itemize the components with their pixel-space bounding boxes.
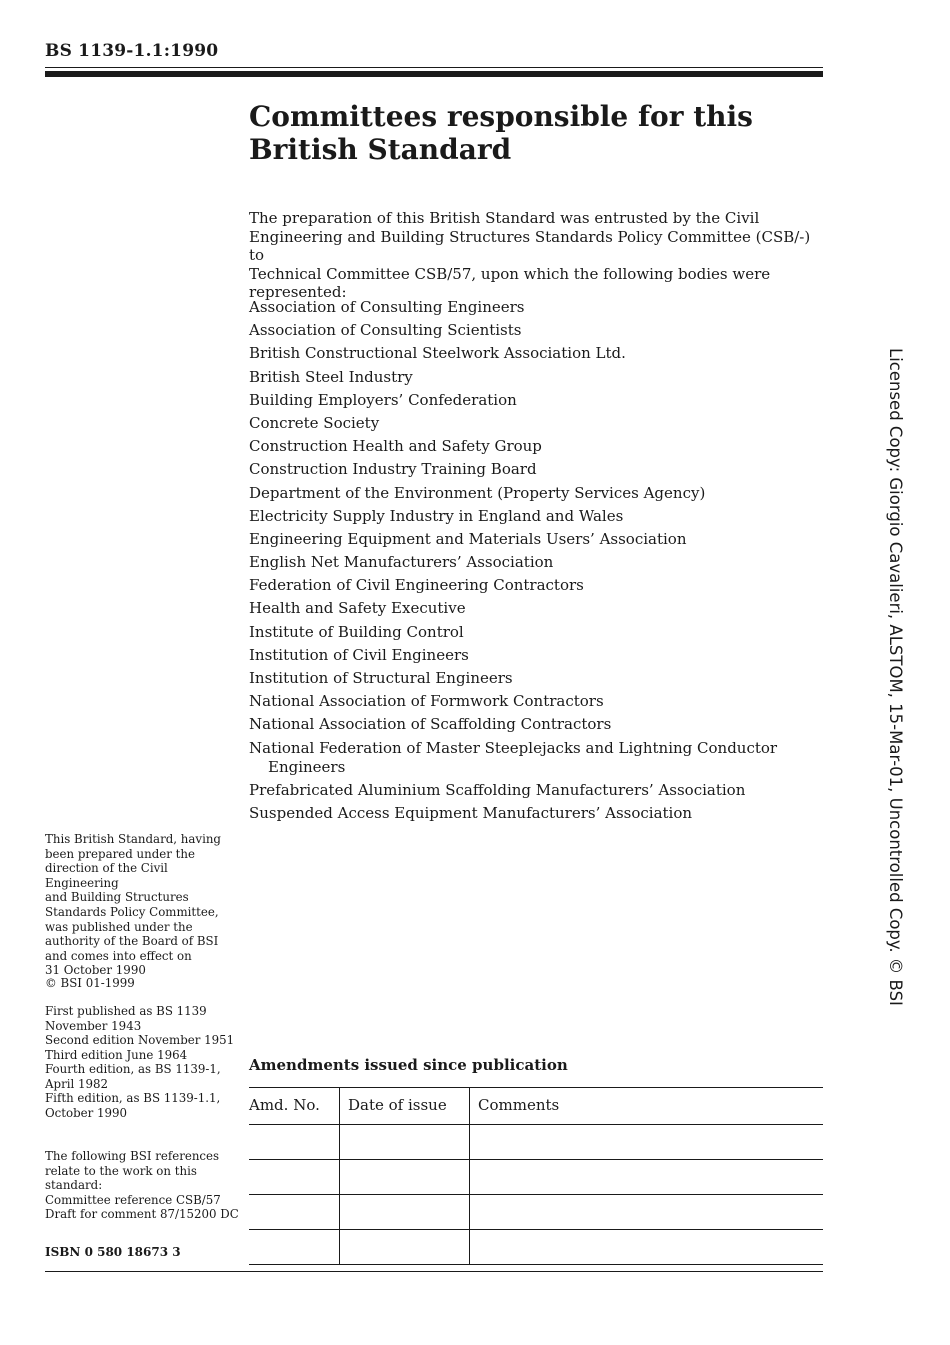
bsi-references-line: relate to the work on this [45, 1163, 197, 1178]
list-item: Construction Industry Training Board [249, 460, 537, 479]
table-cell [340, 1160, 470, 1195]
edition-history [45, 1004, 245, 1120]
list-item: Federation of Civil Engineering Contractors [249, 576, 584, 595]
publication-note-line: direction of the Civil Engineering [45, 861, 168, 890]
list-item: Engineering Equipment and Materials Users’ Association [249, 529, 687, 548]
intro-line: Engineering and Building Structures Standards Policy Committee (CSB/-) to [249, 227, 811, 264]
bsi-references-line: Committee reference CSB/57 [45, 1192, 221, 1207]
list-item: English Net Manufacturers’ Association [249, 553, 554, 572]
list-item: National Association of Formwork Contractors [249, 692, 604, 711]
table-cell [249, 1195, 340, 1230]
list-item: Suspended Access Equipment Manufacturers’ Association [249, 803, 693, 822]
header-rule-thick [45, 71, 823, 77]
table-cell [470, 1125, 824, 1160]
intro-line: represented: [249, 283, 347, 301]
list-item: British Steel Industry [249, 367, 413, 386]
publication-note-line: 31 October 1990 [45, 963, 146, 978]
table-cell [470, 1230, 824, 1265]
bsi-references-line: The following BSI references [45, 1149, 220, 1163]
intro-paragraph [249, 209, 824, 302]
list-item: Association of Consulting Scientists [249, 321, 522, 340]
edition-history-line: Third edition June 1964 [45, 1047, 188, 1062]
list-item: National Association of Scaffolding Contractors [249, 715, 612, 734]
table-row [249, 1125, 823, 1160]
list-item: Electricity Supply Industry in England and Wales [249, 506, 624, 525]
page-title-line-2: British Standard [249, 133, 512, 166]
publication-note-line: was published under the [45, 919, 193, 934]
column-header-amd-no: Amd. No. [249, 1088, 340, 1125]
list-item: Construction Health and Safety Group [249, 437, 542, 456]
list-item: Association of Consulting Engineers [249, 298, 525, 316]
footer-rule [45, 1271, 823, 1272]
edition-history-line: November 1943 [45, 1018, 142, 1033]
table-cell [470, 1195, 824, 1230]
table-row [249, 1160, 823, 1195]
publication-note-line: This British Standard, having [45, 832, 221, 846]
bsi-references-line: standard: [45, 1178, 103, 1192]
table-cell [340, 1230, 470, 1265]
edition-history-line: Fifth edition, as BS 1139-1.1, [45, 1091, 221, 1105]
publication-note [45, 832, 245, 978]
list-item: Concrete Society [249, 413, 380, 432]
amendments-heading: Amendments issued since publication [249, 1056, 568, 1074]
list-item: Health and Safety Executive [249, 599, 466, 618]
table-cell [340, 1195, 470, 1230]
header-rule-thin [45, 67, 823, 68]
license-watermark: Licensed Copy: Giorgio Cavalieri, ALSTOM, 15-Mar-01, Uncontrolled Copy. © BSI [886, 348, 905, 1006]
table-cell [249, 1125, 340, 1160]
column-header-comments: Comments [470, 1088, 824, 1125]
isbn: ISBN 0 580 18673 3 [45, 1245, 181, 1259]
edition-history-line: Second edition November 1951 [45, 1033, 235, 1047]
list-item: Prefabricated Aluminium Scaffolding Manufacturers’ Association [249, 780, 746, 799]
publication-note-line: authority of the Board of BSI [45, 934, 219, 949]
document-id: BS 1139-1.1:1990 [45, 41, 219, 61]
represented-bodies-list [249, 298, 829, 827]
list-item: National Federation of Master Steeplejacks and Lightning Conductor Engineers [249, 738, 778, 776]
table-row [249, 1195, 823, 1230]
edition-history-line: First published as BS 1139 [45, 1004, 207, 1018]
bsi-references-line: Draft for comment 87/15200 DC [45, 1207, 239, 1221]
publication-note-line: and comes into effect on [45, 948, 192, 963]
page-title-line-1: Committees responsible for this [249, 100, 753, 133]
page-title [249, 100, 829, 166]
list-item: British Constructional Steelwork Association Ltd. [249, 344, 626, 363]
table-header-row [249, 1088, 823, 1125]
column-header-date-of-issue: Date of issue [340, 1088, 470, 1125]
edition-history-line: October 1990 [45, 1105, 128, 1120]
list-item: Institute of Building Control [249, 622, 464, 641]
copyright-notice: © BSI 01-1999 [45, 976, 135, 990]
publication-note-line: Standards Policy Committee, [45, 904, 219, 919]
list-item: Institution of Civil Engineers [249, 645, 469, 664]
amendments-table [249, 1087, 823, 1265]
edition-history-line: Fourth edition, as BS 1139-1, [45, 1062, 221, 1076]
table-cell [470, 1160, 824, 1195]
edition-history-line: April 1982 [45, 1076, 109, 1091]
publication-note-line: been prepared under the [45, 846, 195, 861]
table-cell [340, 1125, 470, 1160]
intro-line: Technical Committee CSB/57, upon which the following bodies were [249, 264, 771, 283]
table-cell [249, 1160, 340, 1195]
list-item: Building Employers’ Confederation [249, 390, 517, 409]
table-row [249, 1230, 823, 1265]
publication-note-line: and Building Structures [45, 890, 189, 905]
bsi-references [45, 1149, 245, 1222]
table-cell [249, 1230, 340, 1265]
list-item: Institution of Structural Engineers [249, 669, 513, 687]
list-item: Department of the Environment (Property Services Agency) [249, 483, 706, 502]
intro-line: The preparation of this British Standard was entrusted by the Civil [249, 209, 760, 227]
